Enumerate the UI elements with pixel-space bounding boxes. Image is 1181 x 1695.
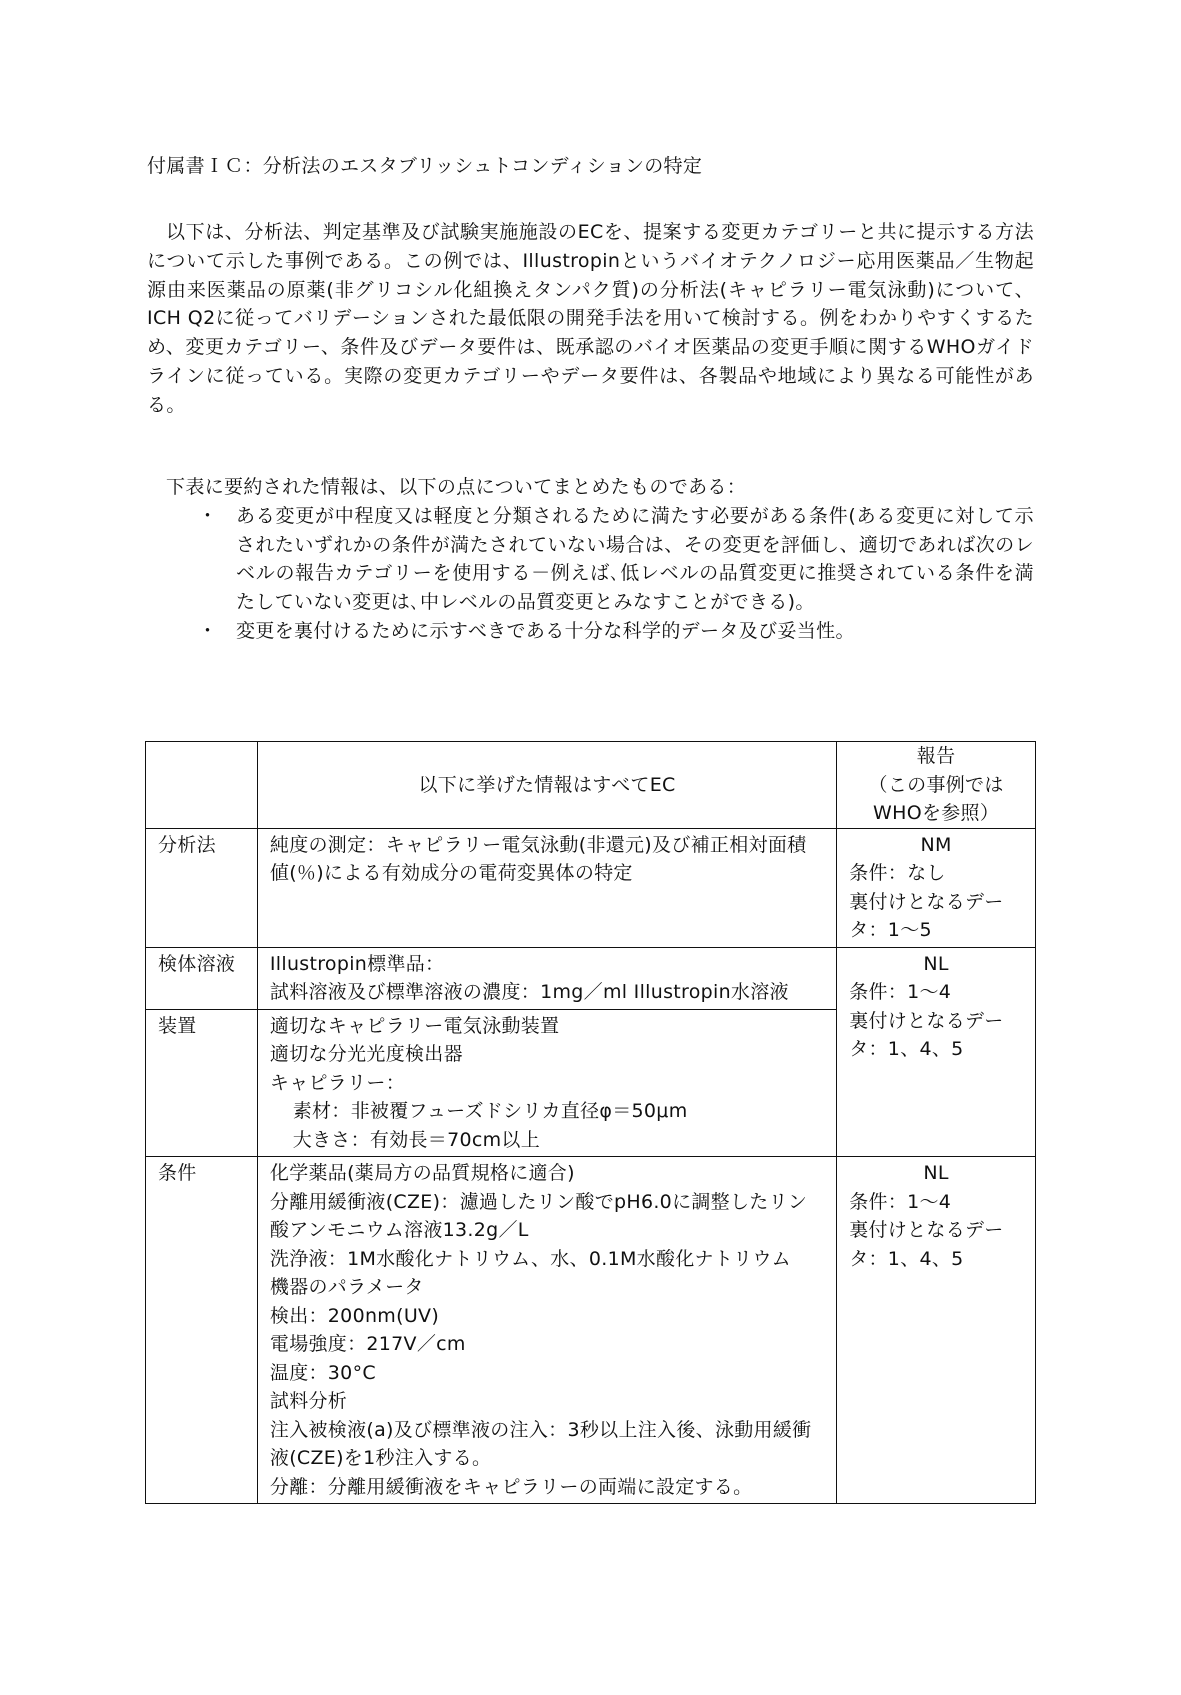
bullet-icon: ・ <box>198 619 218 642</box>
bullet-text: ある変更が中程度又は軽度と分類されるために満たす必要がある条件(ある変更に対して示されたいずれかの条件が満たされていない場合は、その変更を評価し、適切であれば次のレベルの報告カテゴリーを使用する－例えば､低レベルの品質変更に推奨されている条件を満たしていない変更は､中レベルの品質変更とみなすことができる)。 <box>236 504 1034 614</box>
bullet-icon: ・ <box>198 504 218 527</box>
content-line: 純度の測定：キャピラリー電気泳動(非還元)及び補正相対面積値(％)による有効成分の電荷変異体の特定 <box>269 833 807 884</box>
content-line: 電場強度：217V／cm <box>269 1333 466 1355</box>
row-report <box>837 1157 1036 1504</box>
content-line: 機器のパラメータ <box>269 1276 424 1298</box>
content-line: 試料分析 <box>269 1390 348 1412</box>
header-report-line: WHOを参照） <box>873 802 1000 824</box>
header-cell-report <box>837 742 1036 829</box>
row-label: 分析法 <box>146 828 258 947</box>
row-content <box>257 1157 836 1504</box>
summary-section <box>147 473 1034 646</box>
content-line: キャピラリー： <box>269 1071 405 1094</box>
intro-section <box>147 218 1034 420</box>
ec-table <box>145 741 1036 1504</box>
report-code: NL <box>923 1162 949 1184</box>
content-line: 化学薬品(薬局方の品質規格に適合) <box>269 1162 575 1184</box>
content-line: 分離用緩衝液(CZE)：濾過したリン酸でpH6.0に調整したリン酸アンモニウム溶液13.2g／L <box>269 1190 808 1241</box>
row-content <box>257 947 836 1009</box>
intro-paragraph: 以下は、分析法、判定基準及び試験実施施設のECを、提案する変更カテゴリーと共に提示する方法について示した事例である。この例では、Illustropinというバイオテクノロジー応用医薬品／生物起源由来医薬品の原薬(非グリコシル化組換えタンパク質)の分析法(キャピラリー電気泳動)について、ICH Q2に従ってバリデーションされた最低限の開発手法を用いて検討する。例をわかりやすくするため、変更カテゴリー、条件及びデータ要件は、既承認のバイオ医薬品の変更手順に関するWHOガイドラインに従っている。実際の変更カテゴリーやデータ要件は、各製品や地域により異なる可能性がある。 <box>147 221 1034 416</box>
report-line: 裏付けとなるデータ：1、4、5 <box>849 1219 1004 1270</box>
report-code: NM <box>920 833 952 856</box>
summary-lead: 下表に要約された情報は、以下の点についてまとめたものである： <box>166 476 747 498</box>
content-line: 温度：30°C <box>269 1361 376 1384</box>
report-line: 条件：なし <box>849 862 946 884</box>
content-line: 分離：分離用緩衝液をキャピラリーの両端に設定する。 <box>269 1475 753 1498</box>
bullet-item <box>147 502 1034 617</box>
header-cell-empty <box>146 742 258 829</box>
row-label: 条件 <box>146 1157 258 1504</box>
report-line: 裏付けとなるデータ：1～5 <box>849 890 1004 941</box>
report-line: 条件：1～4 <box>849 1190 952 1213</box>
table-row <box>146 1157 1036 1504</box>
row-content <box>257 1009 836 1157</box>
report-line: 条件：1～4 <box>849 981 952 1003</box>
table-row <box>146 947 1036 1009</box>
content-line: 試料溶液及び標準溶液の濃度：1mg／ml Illustropin水溶液 <box>269 981 789 1003</box>
header-report-line: 報告 <box>916 745 956 767</box>
content-line: 適切なキャピラリー電気泳動装置 <box>269 1014 560 1037</box>
content-line: 適切な分光光度検出器 <box>269 1043 463 1065</box>
bullet-item <box>147 617 1034 646</box>
page-title: 付属書ＩＣ：分析法のエスタブリッシュトコンディションの特定 <box>147 155 703 177</box>
content-line: 洗浄液：1M水酸化ナトリウム、水、0.1M水酸化ナトリウム <box>269 1247 791 1270</box>
table-header-row <box>146 742 1036 829</box>
content-line: Illustropin標準品： <box>269 952 445 975</box>
row-label: 装置 <box>146 1009 258 1157</box>
content-line-indented: 大きさ：有効長＝70cm以上 <box>292 1128 541 1151</box>
row-label: 検体溶液 <box>146 947 258 1009</box>
header-cell-ec-info: 以下に挙げた情報はすべてEC <box>257 742 836 829</box>
content-line: 注入被検液(a)及び標準液の注入：3秒以上注入後、泳動用緩衝液(CZE)を1秒注入する。 <box>269 1418 812 1469</box>
header-report-line: （この事例では <box>868 773 1004 796</box>
table-row <box>146 828 1036 947</box>
row-report <box>837 828 1036 947</box>
row-report <box>837 947 1036 1157</box>
bullet-text: 変更を裏付けるために示すべきである十分な科学的データ及び妥当性。 <box>236 619 855 642</box>
content-line: 検出：200nm(UV) <box>269 1304 440 1327</box>
content-line-indented: 素材：非被覆フューズドシリカ直径φ＝50μm <box>292 1100 688 1122</box>
report-line: 裏付けとなるデータ：1、4、5 <box>849 1009 1004 1060</box>
report-code: NL <box>923 952 949 975</box>
row-content <box>257 828 836 947</box>
